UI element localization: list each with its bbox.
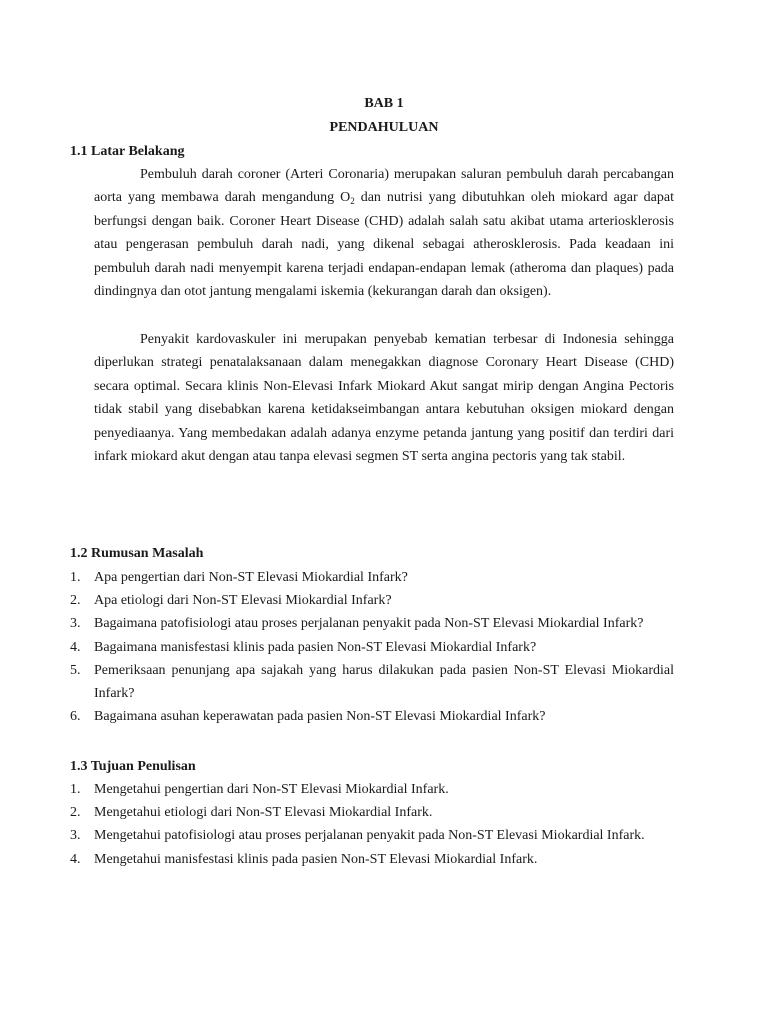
list-text: Mengetahui pengertian dari Non-ST Elevasi Miokardial Infark. xyxy=(94,782,449,797)
paragraph-2-text: Penyakit kardovaskuler ini merupakan penyebab kematian terbesar di Indonesia sehingga diperlukan strategi penatalaksanaan dalam menegakkan diagnose Coronary Heart Disease (CHD) secara optimal. Secara klinis Non-Elevasi Infark Miokard Akut sangat mirip dengan Angina Pectoris tidak stabil yang disebabkan karena ketidakseimbangan antara kebutuhan oksigen miokard dengan penyediaanya. Yang membedakan adalah adanya enzyme petanda jantung yang positif dan terdiri dari infark miokard akut dengan atau tanpa elevasi segmen ST serta angina pectoris yang tak stabil. xyxy=(94,332,674,465)
list-item xyxy=(70,778,674,801)
list-text: Bagaimana manisfestasi klinis pada pasien Non-ST Elevasi Miokardial Infark? xyxy=(94,639,537,655)
paragraph-latar-belakang-1 xyxy=(94,163,674,303)
list-number: 2. xyxy=(70,805,81,821)
list-item xyxy=(70,566,674,589)
list-item xyxy=(70,705,674,728)
list-number: 4. xyxy=(70,639,81,655)
section-heading-tujuan-penulisan: 1.3 Tujuan Penulisan xyxy=(70,759,196,774)
list-number: 1. xyxy=(70,570,81,585)
list-item xyxy=(70,824,674,847)
list-number: 6. xyxy=(70,709,81,725)
list-number: 3. xyxy=(70,616,81,632)
paragraph-latar-belakang-2 xyxy=(94,328,674,468)
list-text: Bagaimana patofisiologi atau proses perjalanan penyakit pada Non-ST Elevasi Miokardial Infark? xyxy=(94,616,644,632)
list-number: 2. xyxy=(70,593,81,609)
paragraph-1-text-a: Pembuluh darah coroner (Arteri Coronaria) merupakan saluran pembuluh darah percabangan aorta yang membawa darah mengandung O xyxy=(94,167,674,206)
oxygen-subscript: 2 xyxy=(350,196,355,207)
list-text: Pemeriksaan penunjang apa sajakah yang harus dilakukan pada pasien Non-ST Elevasi Miokardial Infark? xyxy=(94,662,674,702)
list-text: Mengetahui patofisiologi atau proses perjalanan penyakit pada Non-ST Elevasi Miokardial Infark. xyxy=(94,828,645,844)
list-number: 4. xyxy=(70,851,81,867)
list-text: Apa pengertian dari Non-ST Elevasi Miokardial Infark? xyxy=(94,570,408,585)
list-item xyxy=(70,659,674,705)
tujuan-penulisan-list xyxy=(70,778,674,871)
list-item xyxy=(70,589,674,612)
list-text: Apa etiologi dari Non-ST Elevasi Miokardial Infark? xyxy=(94,593,392,609)
list-number: 1. xyxy=(70,782,81,797)
paragraph-1-text-b: dan nutrisi yang dibutuhkan oleh miokard agar dapat berfungsi dengan baik. Coroner Heart Disease (CHD) adalah salah satu akibat utama arteriosklerosis atau pengerasan pembuluh darah nadi, yang dikenal sebagai atherosklerosis. Pada keadaan ini pembuluh darah nadi menyempit karena terjadi endapan-endapan lemak (atheroma dan plaques) pada dindingnya dan otot jantung mengalami iskemia (kekurangan darah dan oksigen). xyxy=(94,190,674,300)
chapter-number: BAB 1 xyxy=(364,96,404,111)
list-text: Bagaimana asuhan keperawatan pada pasien Non-ST Elevasi Miokardial Infark? xyxy=(94,709,546,725)
rumusan-masalah-list xyxy=(70,566,674,728)
list-text: Mengetahui etiologi dari Non-ST Elevasi Miokardial Infark. xyxy=(94,805,433,821)
list-item xyxy=(70,801,674,824)
section-heading-rumusan-masalah: 1.2 Rumusan Masalah xyxy=(70,546,204,561)
list-number: 5. xyxy=(70,662,81,678)
list-number: 3. xyxy=(70,828,81,844)
section-heading-latar-belakang: 1.1 Latar Belakang xyxy=(70,144,185,159)
chapter-title: PENDAHULUAN xyxy=(329,120,439,135)
list-text: Mengetahui manisfestasi klinis pada pasien Non-ST Elevasi Miokardial Infark. xyxy=(94,851,538,867)
list-item xyxy=(70,612,674,635)
list-item xyxy=(70,636,674,659)
list-item xyxy=(70,848,674,871)
